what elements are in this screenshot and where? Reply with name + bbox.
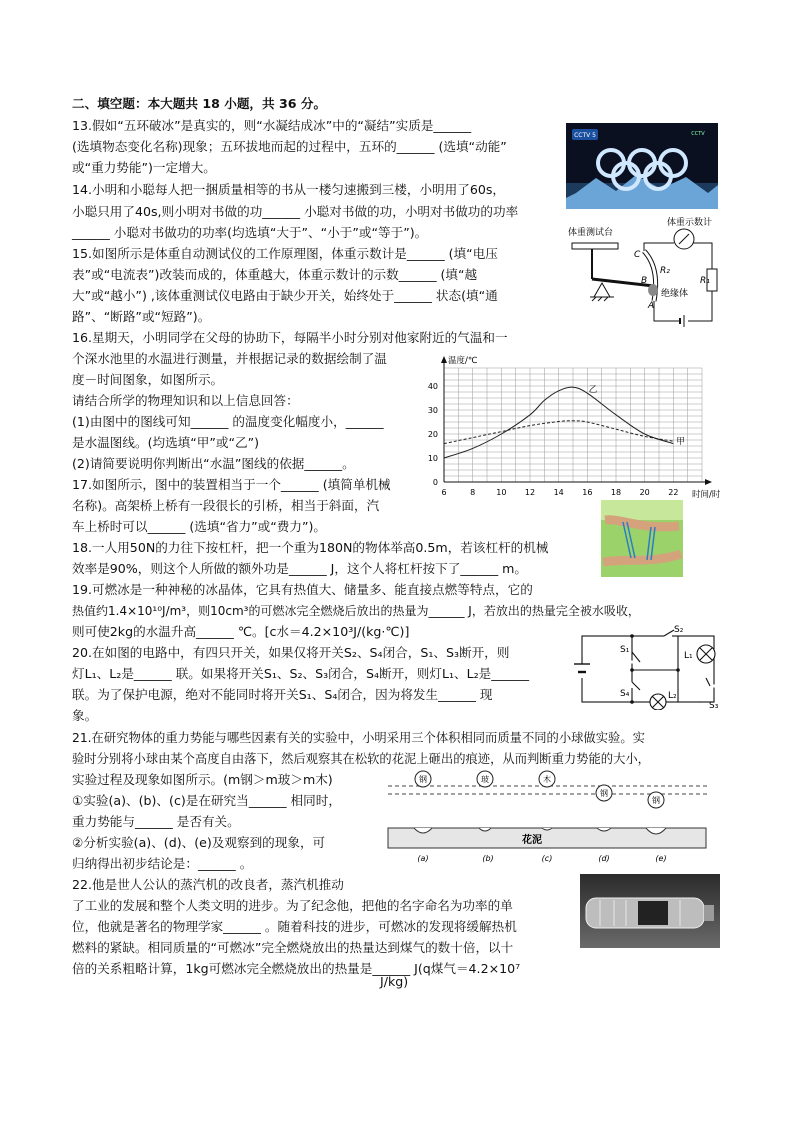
q13-line-3: 或“重力势能”)一定增大。: [72, 160, 216, 175]
q15-line-1: 15.如图所示是体重自动测试仪的工作原理图，体重示数计是______ (填“电压: [72, 246, 498, 261]
label-r2: R₂: [660, 266, 670, 276]
q21-line-2: 验时分别将小球由某个高度自由落下，然后观察其在松软的花泥上砸出的痕迹，从而判断重力势能的大小，: [72, 752, 650, 766]
x-tick-label: 18: [610, 488, 622, 497]
s1-label: S₁: [620, 645, 630, 655]
q16-line-3: 度－时间图象，如图所示。: [72, 372, 224, 387]
y-tick-label: 20: [427, 430, 438, 439]
y-axis-label: 温度/℃: [448, 356, 478, 366]
q15-line-3: 大”或“越小”) ,该体重测试仪电路由于缺少开关，始终处于______ 状态(填“通: [72, 288, 498, 303]
q16-line-1: 16.星期天，小明同学在父母的协助下，每隔半小时分别对他家附近的气温和一: [72, 330, 508, 345]
ball-b-label: 玻: [481, 775, 489, 784]
x-tick-label: 12: [524, 488, 536, 497]
q14-line-2: 小聪只用了40s,则小明对书做的功______ 小聪对书做的功，小明对书做功的功率: [72, 204, 519, 219]
label-r1: R₁: [700, 276, 710, 286]
q16-line-4: 请结合所学的物理知识和以上信息回答：: [72, 393, 299, 408]
section-heading: 二、填空题：本大题共 18 小题，共 36 分。: [72, 96, 327, 111]
x-tick-label: 16: [582, 488, 593, 497]
q18-line-2: 效率是90%，则这个人所做的额外功是______ J，这个人将杠杆按下了______ m。: [72, 561, 527, 576]
q20-line-4: 象。: [72, 708, 98, 723]
q14-line-1: 14.小明和小聪每人把一捆质量相等的书从一楼匀速搬到三楼，小明用了60s，: [72, 182, 506, 197]
q22-line-5: 倍的关系粗略计算，1kg可燃冰完全燃烧放出的热量是______ J(q煤气＝4.2×10⁷: [72, 961, 521, 976]
q22-line-6: J/kg): [380, 974, 409, 989]
q15-line-2: 表”或“电流表”)改装而成的，体重越大，体重示数计的示数______ (填“越: [72, 267, 478, 282]
ball-c-label: 木: [543, 775, 551, 784]
y-axis-arrow: [441, 356, 447, 363]
q21-line-7: 归纳得出初步结论是：______ 。: [72, 856, 253, 871]
switch-s3: [706, 678, 710, 686]
channel-logo: CCTV 5: [574, 132, 596, 139]
y-tick-label: 10: [427, 454, 438, 463]
q22-line-3: 位，他就是著名的物理学家______ 。随着科技的进步，可燃冰的发现将缓解热机: [72, 919, 517, 934]
temperature-chart: [426, 352, 734, 504]
q20-line-3: 联。为了保护电源，绝对不能同时将开关S₁、S₄闭合，因为将发生______ 现: [72, 687, 493, 702]
x-tick-label: 6: [441, 488, 447, 497]
q21-line-1: 21.在研究物体的重力势能与哪些因素有关的实验中，小明采用三个体积相同而质量不同的小球做实验。实: [72, 731, 645, 745]
q22-line-4: 燃料的紧缺。相同质量的“可燃冰”完全燃烧放出的热量达到煤气的数十倍，以十: [72, 940, 514, 955]
q17-line-3: 车上桥时可以______ (选填“省力”或“费力”)。: [72, 519, 327, 534]
q19-line-2: 热值约1.4×10¹⁰J/m³，则10cm³的可燃冰完全燃烧后放出的热量为______ J，若放出的热量完全被水吸收，: [72, 604, 640, 618]
caption-c: (c): [541, 854, 553, 863]
caption-a: (a): [417, 854, 429, 863]
switch-circuit-diagram: [570, 622, 724, 710]
q21-line-5: 重力势能与______ 是否有关。: [72, 814, 240, 829]
insulator-block: [648, 284, 658, 296]
x-tick-label: 14: [553, 488, 564, 497]
bottle-label: [638, 901, 668, 925]
caption-b: (b): [482, 854, 494, 863]
ball-d-label: 钢: [600, 789, 608, 798]
q14-line-3: ______ 小聪对书做功的功率(均选填“大于”、“小于”或“等于”)。: [72, 225, 428, 240]
x-tick-label: 22: [668, 488, 679, 497]
q21-line-4: ①实验(a)、(b)、(c)是在研究当______ 相同时，: [72, 793, 341, 808]
q17-line-1: 17.如图所示，图中的装置相当于一个______ (填简单机械: [72, 477, 391, 492]
s2-label: S₂: [674, 625, 684, 635]
q19-line-3: 则可使2kg的水温升高______ ℃。[c水＝4.2×10³J/(kg·℃)]: [72, 624, 410, 639]
ball-drop-experiment: [384, 768, 714, 864]
q16-line-7: (2)请简要说明你判断出“水温”图线的依据______。: [72, 456, 355, 471]
q21-line-3: 实验过程及现象如图所示。(m钢＞m玻＞m木): [72, 772, 333, 787]
y-tick-label: 40: [427, 382, 438, 391]
q13-line-2: (选填物态变化名称)现象；五环拔地而起的过程中，五环的______ (选填“动能”: [72, 139, 507, 154]
platform-label: 体重测试台: [568, 228, 614, 238]
ball-e-label: 钢: [652, 796, 660, 805]
q20-line-2: 灯L₁、L₂是______ 联。如果将开关S₁、S₂、S₃闭合，S₄断开，则灯L₁、L₂是______: [72, 666, 530, 681]
series-yi-label: 乙: [588, 385, 598, 395]
l1-label: L₁: [684, 651, 693, 661]
caption-d: (d): [598, 854, 610, 863]
q21-line-6: ②分析实验(a)、(d)、(e)及观察到的现象，可: [72, 835, 326, 850]
q15-line-4: 路”、“断路”或“短路”)。: [72, 309, 211, 324]
x-axis-label: 时间/时: [692, 490, 721, 500]
q22-line-1: 22.他是世人公认的蒸汽机的改良者，蒸汽机推动: [72, 877, 344, 892]
q18-line-1: 18.一人用50N的力往下按杠杆，把一个重为180N的物体举高0.5m，若该杠杆的机械: [72, 540, 549, 555]
q16-line-6: 是水温图线。(均选填“甲”或“乙”): [72, 435, 260, 450]
y-tick-label: 0: [432, 478, 438, 487]
series-jia-label: 甲: [676, 437, 685, 448]
s3-label: S₃: [709, 701, 719, 710]
platform-top: [572, 243, 618, 249]
pulley-hands-photo: [601, 500, 683, 577]
x-axis-arrow: [705, 479, 712, 485]
ball-a-label: 钢: [419, 775, 427, 784]
olympic-rings-photo: [566, 123, 718, 209]
label-a: A: [648, 301, 655, 311]
pivot-triangle: [594, 283, 610, 297]
l2-label: L₂: [668, 691, 677, 701]
q16-line-2: 个深水池里的水温进行测量，并根据记录的数据绘制了温: [72, 351, 387, 366]
burning-ice-bottle-photo: [580, 874, 720, 948]
watermark-logo: CCTV: [691, 131, 705, 137]
label-b: B: [641, 276, 648, 286]
meter-label: 体重示数计: [667, 218, 713, 228]
q22-line-2: 了工业的发展和整个人类文明的进步。为了纪念他，把他的名字命名为功率的单: [72, 898, 513, 913]
y-tick-label: 30: [427, 406, 438, 415]
x-tick-label: 8: [470, 488, 476, 497]
label-c: C: [634, 250, 641, 260]
s4-label: S₄: [620, 689, 630, 699]
caption-e: (e): [655, 854, 667, 863]
q16-line-5: (1)由图中的图线可知______ 的温度变化幅度小，______: [72, 414, 384, 429]
q13-line-1: 13.假如“五环破冰”是真实的，则“水凝结成冰”中的“凝结”实质是______: [72, 118, 472, 133]
x-tick-label: 20: [639, 488, 650, 497]
x-tick-label: 10: [496, 488, 507, 497]
clay-label: 花泥: [522, 835, 542, 846]
insulator-label: 绝缘体: [661, 289, 689, 299]
q20-line-1: 20.在如图的电路中，有四只开关，如果仅将开关S₂、S₄闭合，S₁、S₃断开，则: [72, 645, 510, 660]
q19-line-1: 19.可燃冰是一种神秘的冰晶体，它具有热值大、储量多、能直接点燃等特点，它的: [72, 582, 533, 597]
weight-tester-diagram: [562, 213, 724, 327]
q17-line-2: 名称)。高架桥上桥有一段很长的引桥，相当于斜面，汽: [72, 498, 380, 513]
